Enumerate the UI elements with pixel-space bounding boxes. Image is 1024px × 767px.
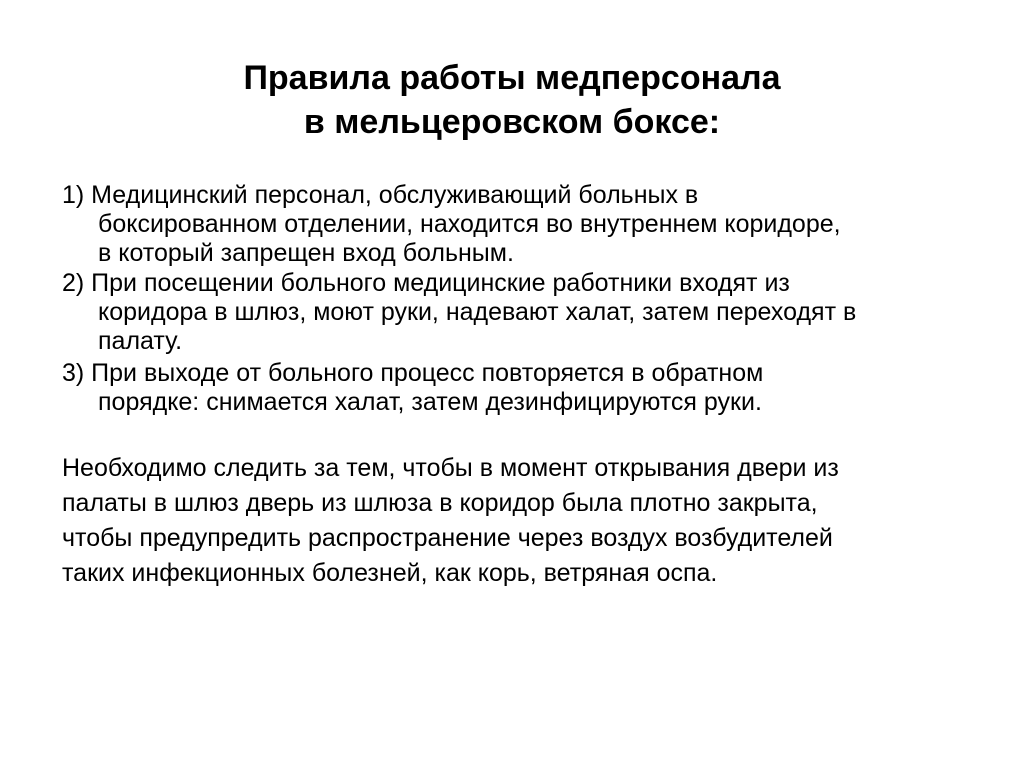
rule-line: палату. [98, 327, 183, 355]
rule-line: 2) При посещении больного медицинские работники входят из [62, 269, 790, 297]
title-line: Правила работы медперсонала [243, 59, 781, 97]
rule-line: коридора в шлюз, моют руки, надевают халат, затем переходят в [98, 298, 857, 326]
rule-line: в который запрещен вход больным. [98, 239, 514, 267]
rule-item-1 [62, 181, 1002, 268]
slide-title [0, 56, 1024, 144]
note-line: чтобы предупредить распространение через воздух возбудителей [62, 524, 833, 552]
rule-line: 3) При выходе от больного процесс повторяется в обратном [62, 359, 764, 387]
rule-line: боксированном отделении, находится во внутреннем коридоре, [98, 210, 841, 238]
note-line: Необходимо следить за тем, чтобы в момент открывания двери из [62, 454, 839, 482]
note-paragraph [62, 451, 1002, 591]
rule-line: порядке: снимается халат, затем дезинфицируются руки. [98, 388, 762, 416]
note-line: таких инфекционных болезней, как корь, ветряная оспа. [62, 559, 718, 587]
rule-line: 1) Медицинский персонал, обслуживающий больных в [62, 181, 699, 209]
rule-item-3 [62, 359, 1002, 417]
note-line: палаты в шлюз дверь из шлюза в коридор была плотно закрыта, [62, 489, 818, 517]
rule-item-2 [62, 269, 1002, 356]
title-line: в мельцеровском боксе: [303, 103, 721, 141]
